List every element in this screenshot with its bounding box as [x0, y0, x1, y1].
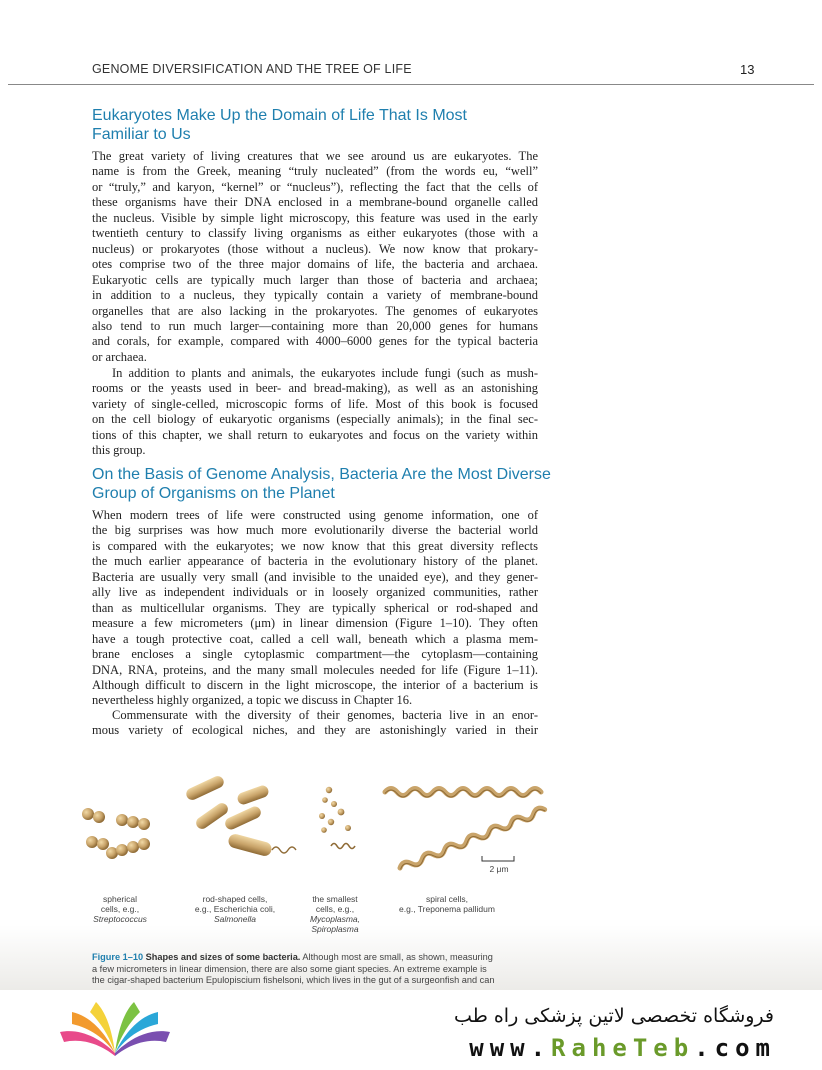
streptococcus-cells — [82, 808, 150, 859]
text-line: otes comprise two of the three major domains of life, the bacteria and archaea. — [92, 257, 538, 272]
text-line: the big surprises was how much more evolutionarily diverse the bacterial world — [92, 523, 538, 538]
text-line: on the cell biology of eukaryotic organisms (especially animals); in the final sec- — [92, 412, 538, 427]
caption-line: a few micrometers in linear dimension, there are also some giant species. An extreme example is — [92, 963, 487, 974]
book-logo-icon — [50, 998, 180, 1060]
text-line: is compared with the eukaryotes; we now know that this great diversity reflects — [92, 538, 538, 553]
text-line: brane encloses a single cytoplasmic compartment—the cytoplasm—containing — [92, 647, 538, 662]
paragraph-bacteria-1 — [92, 508, 538, 709]
paragraph-eukaryotes-1 — [92, 149, 538, 365]
label-spherical — [88, 894, 152, 924]
label-smallest — [302, 894, 368, 934]
store-url[interactable] — [469, 1034, 776, 1062]
text-line: mous variety of ecological niches, and they are astonishingly varied in their — [92, 723, 538, 738]
url-accent: RaheTeb — [551, 1034, 695, 1062]
text-line: twentieth century to classify living organisms as either eukaryotes (those with a — [92, 226, 538, 241]
treponema-cells — [385, 789, 547, 873]
text-line: these organisms have their DNA enclosed in a membrane-bound organelle called — [92, 195, 538, 210]
text-line: nucleus) or prokaryotes (those without a nucleus). We now know that prokary- — [92, 241, 538, 256]
figure-caption — [92, 952, 542, 987]
section-heading-eukaryotes — [92, 106, 552, 144]
heading-line: Eukaryotes Make Up the Domain of Life That Is Most — [92, 107, 467, 124]
label-spiral — [382, 894, 512, 914]
label-line: rod-shaped cells, — [202, 894, 268, 904]
text-line: and corals, for example, compared with 4000–6000 genes for the typical bacteria — [92, 334, 538, 349]
text-line: rooms or the yeasts used in beer- and bread-making), as well as an astonishing — [92, 381, 538, 396]
paragraph-bacteria-2 — [92, 708, 538, 739]
label-line: the smallest — [312, 894, 358, 904]
caption-line: Although most are small, as shown, measuring — [300, 952, 493, 962]
text-line: nevertheless highly organized, a topic we discuss in Chapter 16. — [92, 693, 413, 708]
text-line: or “truly,” and karyon, “kernel” or “nucleus”), reflecting the fact that the cells of — [92, 179, 538, 194]
label-line: Salmonella — [213, 914, 257, 924]
text-line: this group. — [92, 443, 146, 458]
label-line: spherical — [102, 894, 138, 904]
header-rule — [8, 84, 814, 85]
url-suffix: .com — [694, 1034, 776, 1062]
text-line: organelles that are also lacking in the prokaryotes. The genomes of eukaryotes — [92, 303, 538, 318]
text-line: Bacteria are usually very small (and invisible to the unaided eye), and they gener- — [92, 569, 538, 584]
text-line: In addition to plants and animals, the eukaryotes include fungi (such as mush- — [112, 366, 538, 380]
text-line: When modern trees of life were constructed using genome information, one of — [92, 508, 538, 522]
heading-line: Familiar to Us — [92, 126, 191, 143]
text-line: in addition to a nucleus, they typically contain a variety of membrane-bound — [92, 288, 538, 303]
label-line: e.g., Escherichia coli, — [194, 904, 276, 914]
text-line: the nucleus. Visible by simple light microscopy, this feature was used in the early — [92, 210, 538, 225]
store-name: فروشگاه تخصصی لاتین پزشکی راه طب — [454, 1005, 774, 1027]
text-line: measure a few micrometers (μm) in linear dimension (Figure 1–10). They often — [92, 616, 538, 631]
text-line: Commensurate with the diversity of their genomes, bacteria live in an enor- — [112, 708, 538, 722]
text-line: variety of single-celled, microscopic forms of life. Most of this book is focused — [92, 396, 538, 411]
label-line: cells, e.g., — [315, 904, 355, 914]
heading-line: Group of Organisms on the Planet — [92, 485, 335, 502]
text-line: than as multicellular organisms. They are typically spherical or rod-shaped and — [92, 600, 538, 615]
text-line: The great variety of living creatures that we see around us are eukaryotes. The — [92, 149, 538, 163]
mycoplasma-cells — [319, 787, 355, 849]
text-line: DNA, RNA, proteins, and the many small molecules needed for life (Figure 1–11). — [92, 662, 538, 677]
label-line: Streptococcus — [93, 914, 147, 924]
scale-bar — [482, 856, 514, 861]
caption-label: Figure 1–10 — [92, 952, 144, 962]
paragraph-eukaryotes-2 — [92, 366, 538, 459]
rod-shaped-cells — [184, 774, 296, 857]
scale-bar-label: 2 μm — [489, 864, 509, 874]
text-line: name is from the Greek, meaning “truly nucleated” (from the words eu, “well” — [92, 164, 538, 179]
label-rod-shaped — [180, 894, 290, 924]
label-line: e.g., Treponema pallidum — [399, 904, 495, 914]
heading-line: On the Basis of Genome Analysis, Bacteria Are the Most Diverse — [92, 466, 551, 483]
text-line: have a tough protective coat, called a cell wall, beneath which a plasma mem- — [92, 631, 538, 646]
label-line: Mycoplasma, — [309, 914, 361, 924]
running-title: GENOME DIVERSIFICATION AND THE TREE OF LIFE — [92, 62, 412, 76]
bacteria-shapes-illustration — [0, 760, 822, 890]
text-line: tions of this chapter, we shall return to eukaryotes and focus on the variety within — [92, 427, 538, 442]
text-line: Although difficult to discern in the light microscope, the interior of a bacterium is — [92, 677, 538, 692]
label-line: cells, e.g., — [100, 904, 140, 914]
text-line: or archaea. — [92, 349, 147, 364]
text-line: the much earlier appearance of bacteria in the evolutionary history of the planet. — [92, 554, 538, 569]
url-prefix: www. — [469, 1034, 552, 1062]
text-line: ally live as independent individuals or in loosely organized communities, rather — [92, 585, 538, 600]
caption-title: Shapes and sizes of some bacteria. — [145, 952, 301, 962]
text-line: also tend to run much larger—containing more than 20,000 genes for humans — [92, 318, 538, 333]
label-line: Spiroplasma — [311, 924, 359, 934]
label-line: spiral cells, — [425, 894, 469, 904]
page-number: 13 — [740, 62, 755, 77]
text-line: Eukaryotic cells are typically much larger than those of bacteria and archaea; — [92, 272, 538, 287]
section-heading-bacteria — [92, 465, 552, 503]
caption-line: the cigar-shaped bacterium Epulopiscium fishelsoni, which lives in the gut of a surgeonfish and can — [92, 975, 495, 985]
